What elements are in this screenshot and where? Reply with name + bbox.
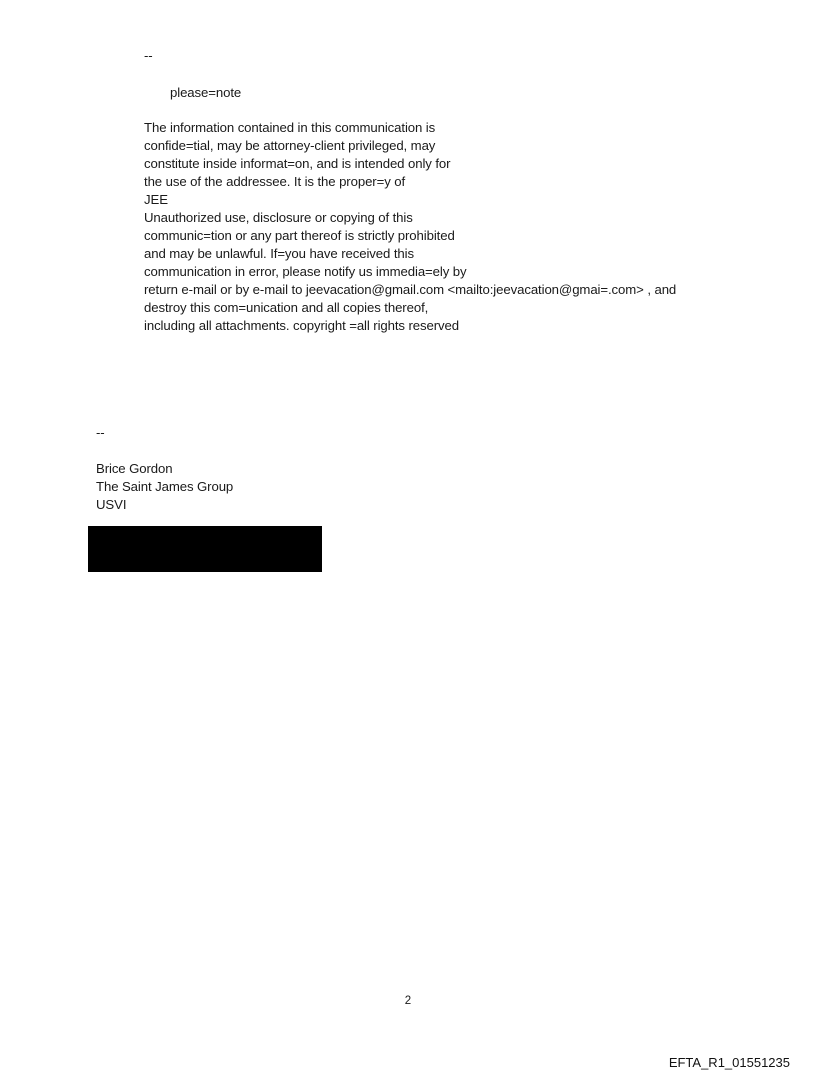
signature-location: USVI	[96, 497, 127, 512]
document-id: EFTA_R1_01551235	[668, 1055, 790, 1070]
disclaimer-line: Unauthorized use, disclosure or copying of this	[144, 210, 413, 225]
disclaimer-line: JEE	[144, 192, 168, 207]
disclaimer-line: The information contained in this communication is	[144, 120, 436, 135]
signature-name: Brice Gordon	[96, 461, 173, 476]
disclaimer-line: return e-mail or by e-mail to jeevacation@gmail.com <mailto:jeevacation@gmai=.com> , and	[144, 282, 677, 297]
disclaimer-line: communication in error, please notify us immedia=ely by	[144, 264, 467, 279]
redaction-block	[88, 526, 322, 572]
disclaimer-line: the use of the addressee. It is the proper=y of	[144, 174, 406, 189]
signature-company: The Saint James Group	[96, 479, 234, 494]
top-separator: --	[144, 48, 153, 63]
disclaimer-line: and may be unlawful. If=you have received this	[144, 246, 414, 261]
disclaimer-line: communic=tion or any part thereof is strictly prohibited	[144, 228, 455, 243]
disclaimer-line: constitute inside informat=on, and is intended only for	[144, 156, 451, 171]
page-number: 2	[404, 995, 412, 1007]
disclaimer-line: confide=tial, may be attorney-client privileged, may	[144, 138, 436, 153]
disclaimer-line: destroy this com=unication and all copies thereof,	[144, 300, 429, 315]
disclaimer-line: including all attachments. copyright =all rights reserved	[144, 318, 459, 333]
note-heading: please=note	[170, 85, 242, 100]
signature-separator: --	[96, 425, 105, 440]
